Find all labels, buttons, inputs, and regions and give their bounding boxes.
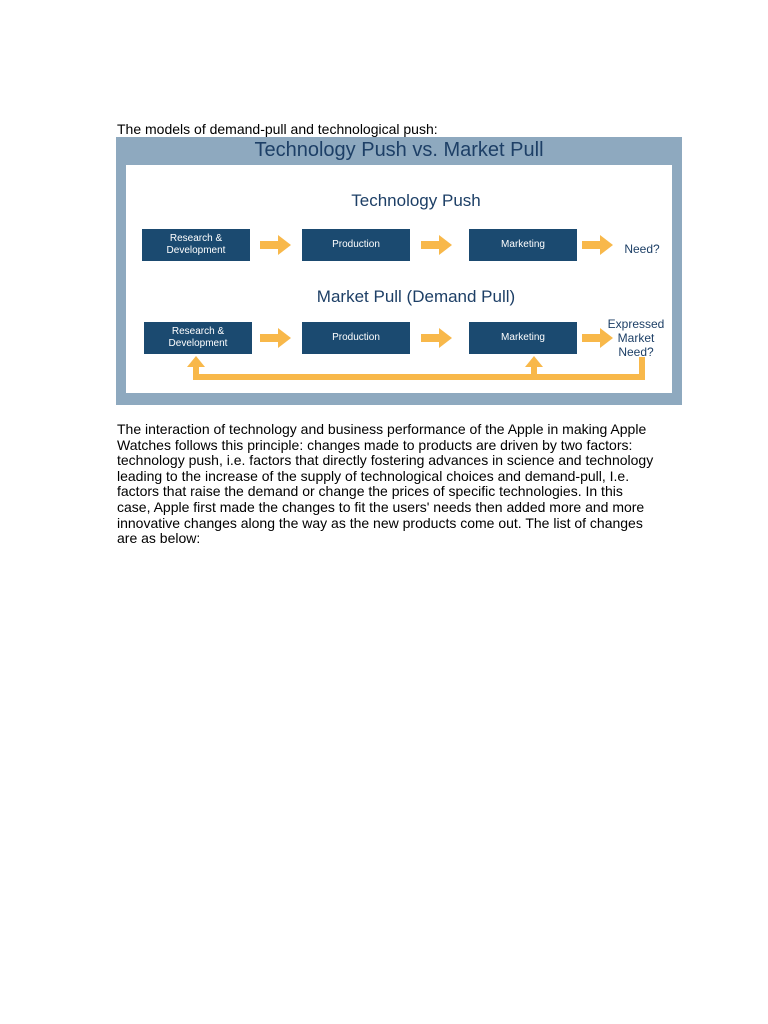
pull-end-line-2: Market [617, 331, 655, 345]
diagram-panel [126, 165, 672, 393]
pull-step-production: Production [302, 322, 410, 354]
arrow-icon [260, 235, 292, 255]
push-end-label: Need? [624, 242, 660, 256]
arrow-icon [260, 328, 292, 348]
push-title: Technology Push [351, 191, 481, 210]
push-step-research: Research & Development [142, 229, 250, 261]
pull-end-line-3: Need? [618, 345, 654, 359]
arrow-icon [421, 235, 453, 255]
diagram-title: Technology Push vs. Market Pull [254, 139, 544, 161]
pull-title: Market Pull (Demand Pull) [316, 287, 516, 306]
intro-text: The models of demand-pull and technological push: [117, 121, 438, 137]
arrow-icon [421, 328, 453, 348]
push-step-production: Production [302, 229, 410, 261]
feedback-loop-arrow [186, 355, 648, 385]
arrow-icon [582, 235, 614, 255]
pull-step-research: Research & Development [144, 322, 252, 354]
pull-step-marketing: Marketing [469, 322, 577, 354]
pull-end-label [604, 317, 668, 359]
body-paragraph: The interaction of technology and business performance of the Apple in making Apple Watches follows this principle: changes made to products are driven by two factors: technology push, i.e. factors that directly fostering advances in science and technology leading to the increase of the supply of technological choices and demand-pull, I.e. factors that raise the demand or change the prices of specific technologies. In this case, Apple first made the changes to fit the users' needs then added more and more innovative changes along the way as the new products come out. The list of changes are as below: [117, 421, 654, 547]
push-pull-diagram [116, 137, 682, 405]
push-step-marketing: Marketing [469, 229, 577, 261]
pull-end-line-1: Expressed [607, 317, 665, 331]
